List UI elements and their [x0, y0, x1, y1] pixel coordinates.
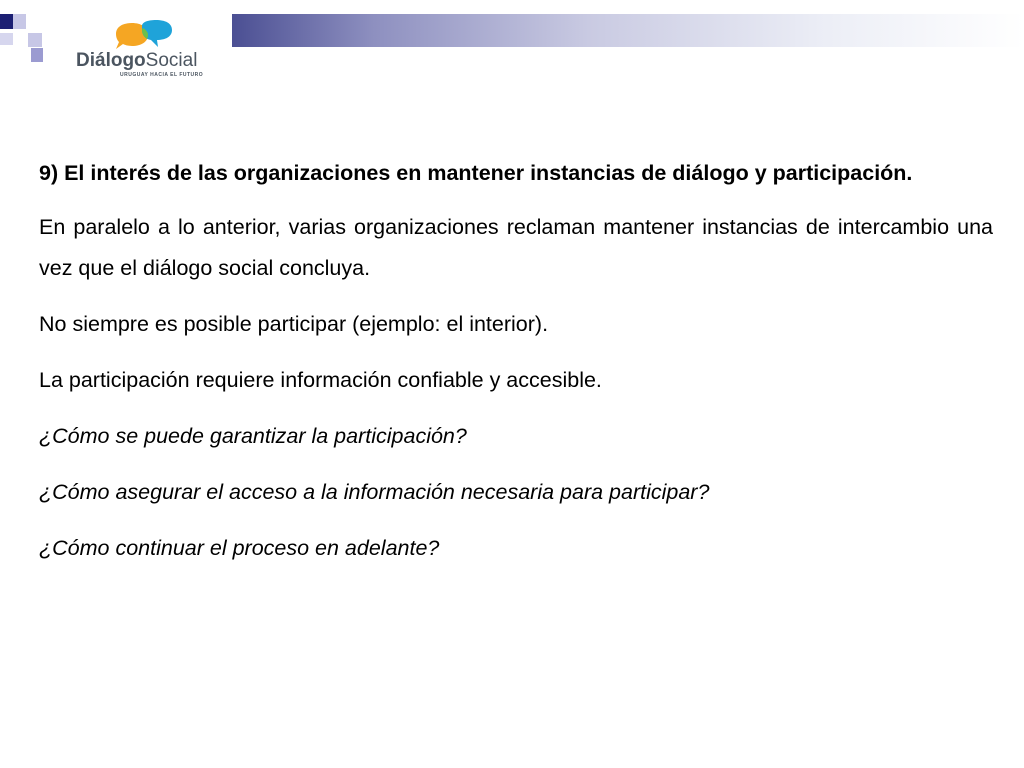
logo-wordmark: [76, 50, 197, 72]
logo-tagline: URUGUAY HACIA EL FUTURO: [120, 72, 204, 78]
decor-square-lavender: [28, 33, 42, 47]
question-acceso: ¿Cómo asegurar el acceso a la información necesaria para participar?: [39, 480, 710, 504]
question-garantizar: ¿Cómo se puede garantizar la participación?: [39, 424, 467, 448]
question-continuar: ¿Cómo continuar el proceso en adelante?: [39, 536, 440, 560]
decor-square-light: [0, 33, 13, 45]
dialogo-social-logo: [76, 18, 226, 80]
paragraph-paralelo: En paralelo a lo anterior, varias organizaciones reclaman mantener instancias de intercambio una vez que el diálogo social concluya.: [39, 215, 993, 280]
logo-word-dialogo: Diálogo: [76, 50, 146, 71]
decor-square-navy: [0, 14, 13, 29]
logo-word-social: Social: [145, 50, 198, 71]
decor-square-lavender: [13, 14, 26, 29]
decor-square-mid: [31, 48, 43, 62]
paragraph-informacion: La participación requiere información confiable y accesible.: [39, 368, 602, 392]
header-gradient-bar: [232, 14, 1024, 47]
slide-heading: 9) El interés de las organizaciones en mantener instancias de diálogo y participación.: [39, 161, 913, 185]
paragraph-no-siempre: No siempre es posible participar (ejemplo: el interior).: [39, 312, 549, 336]
slide-body: [39, 153, 993, 584]
